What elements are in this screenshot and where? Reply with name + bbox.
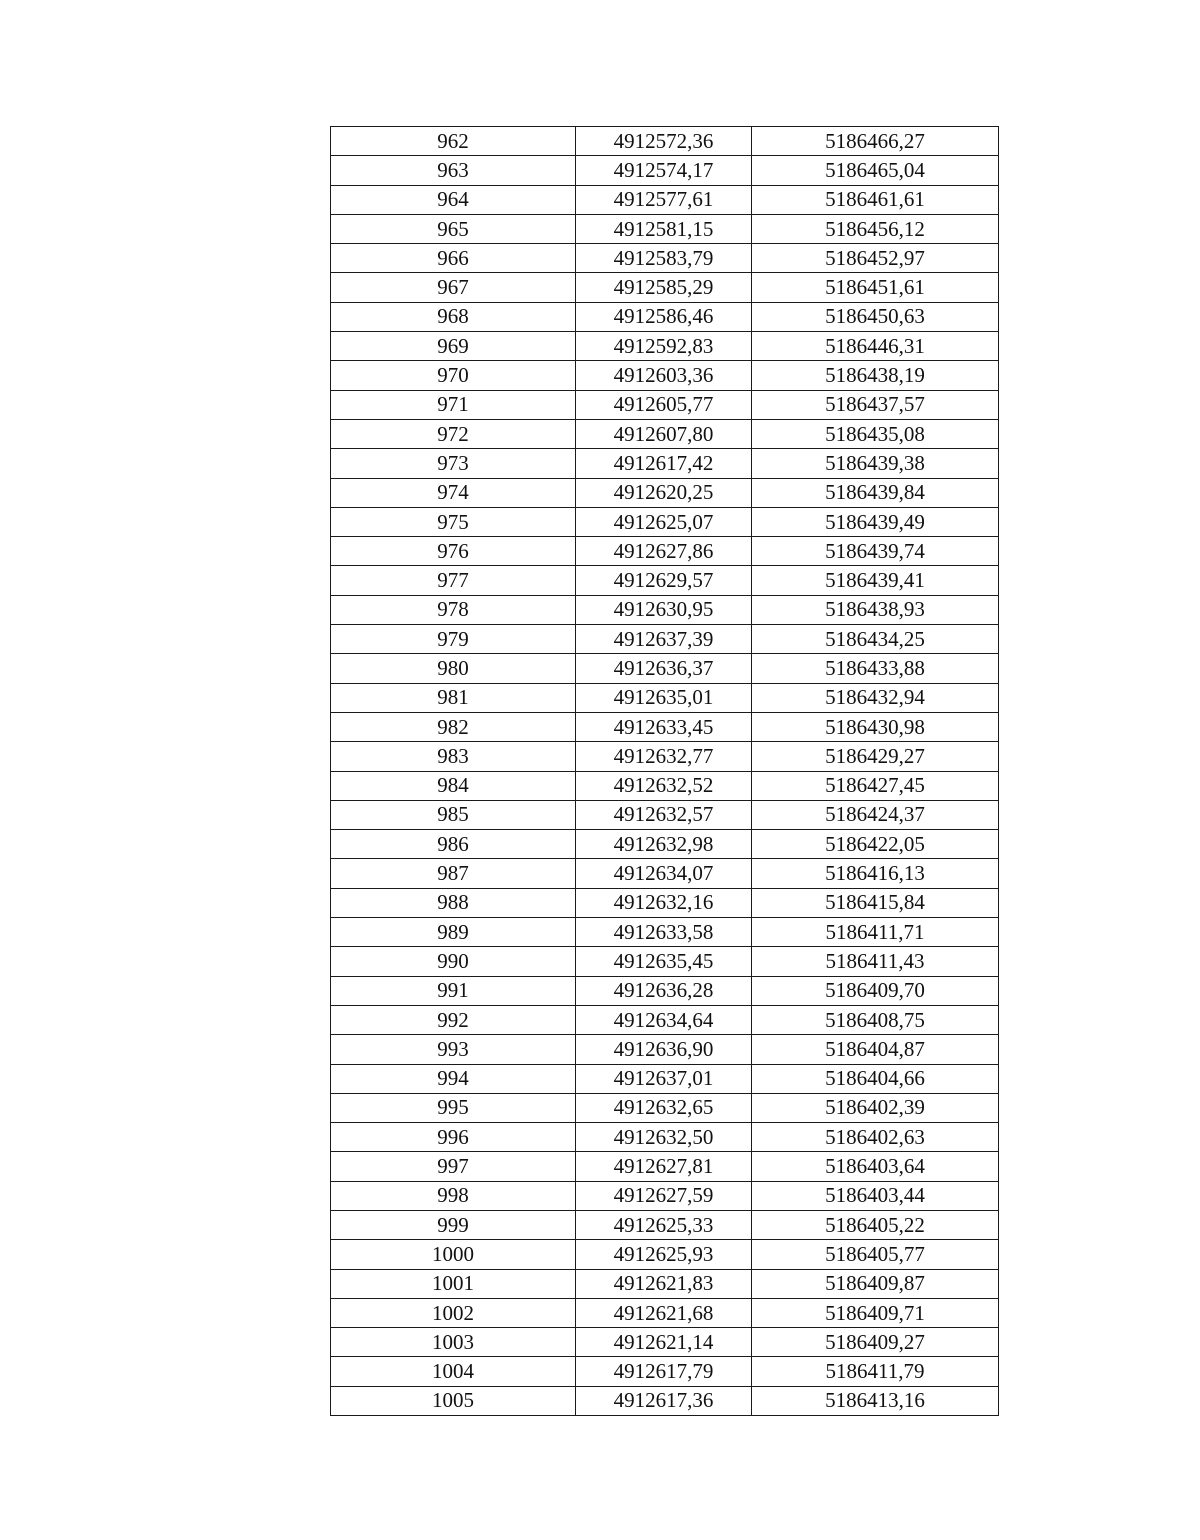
point-number-cell: 964 bbox=[331, 185, 576, 214]
point-number-cell: 970 bbox=[331, 361, 576, 390]
y-coordinate-cell: 5186452,97 bbox=[752, 244, 999, 273]
x-coordinate-cell: 4912637,39 bbox=[576, 625, 752, 654]
point-number-cell: 963 bbox=[331, 156, 576, 185]
x-coordinate-cell: 4912621,83 bbox=[576, 1269, 752, 1298]
table-row bbox=[331, 918, 999, 947]
x-coordinate-cell: 4912574,17 bbox=[576, 156, 752, 185]
table-row bbox=[331, 1123, 999, 1152]
table-row bbox=[331, 478, 999, 507]
table-row bbox=[331, 302, 999, 331]
y-coordinate-cell: 5186438,93 bbox=[752, 595, 999, 624]
point-number-cell: 999 bbox=[331, 1210, 576, 1239]
y-coordinate-cell: 5186415,84 bbox=[752, 888, 999, 917]
table-row bbox=[331, 859, 999, 888]
point-number-cell: 962 bbox=[331, 127, 576, 156]
x-coordinate-cell: 4912617,36 bbox=[576, 1386, 752, 1415]
y-coordinate-cell: 5186433,88 bbox=[752, 654, 999, 683]
y-coordinate-cell: 5186416,13 bbox=[752, 859, 999, 888]
y-coordinate-cell: 5186424,37 bbox=[752, 800, 999, 829]
y-coordinate-cell: 5186461,61 bbox=[752, 185, 999, 214]
point-number-cell: 975 bbox=[331, 507, 576, 536]
point-number-cell: 988 bbox=[331, 888, 576, 917]
point-number-cell: 997 bbox=[331, 1152, 576, 1181]
table-row bbox=[331, 185, 999, 214]
x-coordinate-cell: 4912632,77 bbox=[576, 742, 752, 771]
y-coordinate-cell: 5186403,44 bbox=[752, 1181, 999, 1210]
y-coordinate-cell: 5186465,04 bbox=[752, 156, 999, 185]
y-coordinate-cell: 5186403,64 bbox=[752, 1152, 999, 1181]
table-row bbox=[331, 273, 999, 302]
table-row bbox=[331, 1035, 999, 1064]
table-row bbox=[331, 1064, 999, 1093]
x-coordinate-cell: 4912577,61 bbox=[576, 185, 752, 214]
table-row bbox=[331, 712, 999, 741]
point-number-cell: 990 bbox=[331, 947, 576, 976]
point-number-cell: 1001 bbox=[331, 1269, 576, 1298]
y-coordinate-cell: 5186439,49 bbox=[752, 507, 999, 536]
y-coordinate-cell: 5186409,27 bbox=[752, 1328, 999, 1357]
x-coordinate-cell: 4912636,37 bbox=[576, 654, 752, 683]
x-coordinate-cell: 4912627,81 bbox=[576, 1152, 752, 1181]
point-number-cell: 967 bbox=[331, 273, 576, 302]
y-coordinate-cell: 5186439,84 bbox=[752, 478, 999, 507]
point-number-cell: 971 bbox=[331, 390, 576, 419]
y-coordinate-cell: 5186451,61 bbox=[752, 273, 999, 302]
table-row bbox=[331, 1152, 999, 1181]
table-row bbox=[331, 888, 999, 917]
point-number-cell: 972 bbox=[331, 419, 576, 448]
point-number-cell: 977 bbox=[331, 566, 576, 595]
x-coordinate-cell: 4912636,28 bbox=[576, 976, 752, 1005]
x-coordinate-cell: 4912634,07 bbox=[576, 859, 752, 888]
point-number-cell: 995 bbox=[331, 1093, 576, 1122]
y-coordinate-cell: 5186434,25 bbox=[752, 625, 999, 654]
x-coordinate-cell: 4912632,98 bbox=[576, 830, 752, 859]
x-coordinate-cell: 4912607,80 bbox=[576, 419, 752, 448]
point-number-cell: 1004 bbox=[331, 1357, 576, 1386]
point-number-cell: 987 bbox=[331, 859, 576, 888]
x-coordinate-cell: 4912572,36 bbox=[576, 127, 752, 156]
y-coordinate-cell: 5186429,27 bbox=[752, 742, 999, 771]
x-coordinate-cell: 4912635,45 bbox=[576, 947, 752, 976]
point-number-cell: 976 bbox=[331, 537, 576, 566]
table-row bbox=[331, 566, 999, 595]
table-row bbox=[331, 127, 999, 156]
point-number-cell: 982 bbox=[331, 712, 576, 741]
y-coordinate-cell: 5186450,63 bbox=[752, 302, 999, 331]
table-row bbox=[331, 332, 999, 361]
point-number-cell: 991 bbox=[331, 976, 576, 1005]
x-coordinate-cell: 4912632,52 bbox=[576, 771, 752, 800]
y-coordinate-cell: 5186402,63 bbox=[752, 1123, 999, 1152]
x-coordinate-cell: 4912592,83 bbox=[576, 332, 752, 361]
x-coordinate-cell: 4912633,45 bbox=[576, 712, 752, 741]
table-row bbox=[331, 1181, 999, 1210]
x-coordinate-cell: 4912632,57 bbox=[576, 800, 752, 829]
table-row bbox=[331, 1210, 999, 1239]
table-row bbox=[331, 507, 999, 536]
x-coordinate-cell: 4912621,14 bbox=[576, 1328, 752, 1357]
x-coordinate-cell: 4912581,15 bbox=[576, 214, 752, 243]
point-number-cell: 969 bbox=[331, 332, 576, 361]
x-coordinate-cell: 4912586,46 bbox=[576, 302, 752, 331]
table-row bbox=[331, 1240, 999, 1269]
point-number-cell: 984 bbox=[331, 771, 576, 800]
y-coordinate-cell: 5186411,71 bbox=[752, 918, 999, 947]
point-number-cell: 985 bbox=[331, 800, 576, 829]
point-number-cell: 973 bbox=[331, 449, 576, 478]
y-coordinate-cell: 5186409,70 bbox=[752, 976, 999, 1005]
x-coordinate-cell: 4912632,65 bbox=[576, 1093, 752, 1122]
table-row bbox=[331, 1298, 999, 1327]
table-row bbox=[331, 683, 999, 712]
x-coordinate-cell: 4912627,59 bbox=[576, 1181, 752, 1210]
table-row bbox=[331, 390, 999, 419]
x-coordinate-cell: 4912620,25 bbox=[576, 478, 752, 507]
table-row bbox=[331, 419, 999, 448]
table-row bbox=[331, 800, 999, 829]
y-coordinate-cell: 5186435,08 bbox=[752, 419, 999, 448]
y-coordinate-cell: 5186409,71 bbox=[752, 1298, 999, 1327]
y-coordinate-cell: 5186427,45 bbox=[752, 771, 999, 800]
x-coordinate-cell: 4912630,95 bbox=[576, 595, 752, 624]
y-coordinate-cell: 5186438,19 bbox=[752, 361, 999, 390]
y-coordinate-cell: 5186432,94 bbox=[752, 683, 999, 712]
point-number-cell: 1002 bbox=[331, 1298, 576, 1327]
x-coordinate-cell: 4912621,68 bbox=[576, 1298, 752, 1327]
point-number-cell: 1000 bbox=[331, 1240, 576, 1269]
table-row bbox=[331, 625, 999, 654]
y-coordinate-cell: 5186411,43 bbox=[752, 947, 999, 976]
x-coordinate-cell: 4912625,07 bbox=[576, 507, 752, 536]
x-coordinate-cell: 4912634,64 bbox=[576, 1005, 752, 1034]
point-number-cell: 979 bbox=[331, 625, 576, 654]
table-row bbox=[331, 214, 999, 243]
point-number-cell: 994 bbox=[331, 1064, 576, 1093]
point-number-cell: 965 bbox=[331, 214, 576, 243]
point-number-cell: 1003 bbox=[331, 1328, 576, 1357]
y-coordinate-cell: 5186446,31 bbox=[752, 332, 999, 361]
y-coordinate-cell: 5186439,41 bbox=[752, 566, 999, 595]
x-coordinate-cell: 4912583,79 bbox=[576, 244, 752, 273]
y-coordinate-cell: 5186408,75 bbox=[752, 1005, 999, 1034]
table-row bbox=[331, 742, 999, 771]
coordinates-table-body bbox=[331, 127, 999, 1416]
y-coordinate-cell: 5186466,27 bbox=[752, 127, 999, 156]
x-coordinate-cell: 4912605,77 bbox=[576, 390, 752, 419]
point-number-cell: 993 bbox=[331, 1035, 576, 1064]
x-coordinate-cell: 4912625,93 bbox=[576, 1240, 752, 1269]
table-row bbox=[331, 156, 999, 185]
table-row bbox=[331, 1386, 999, 1415]
y-coordinate-cell: 5186405,77 bbox=[752, 1240, 999, 1269]
coordinates-table bbox=[330, 126, 999, 1416]
x-coordinate-cell: 4912636,90 bbox=[576, 1035, 752, 1064]
point-number-cell: 998 bbox=[331, 1181, 576, 1210]
x-coordinate-cell: 4912629,57 bbox=[576, 566, 752, 595]
point-number-cell: 978 bbox=[331, 595, 576, 624]
x-coordinate-cell: 4912585,29 bbox=[576, 273, 752, 302]
x-coordinate-cell: 4912637,01 bbox=[576, 1064, 752, 1093]
table-row bbox=[331, 1093, 999, 1122]
y-coordinate-cell: 5186439,38 bbox=[752, 449, 999, 478]
y-coordinate-cell: 5186405,22 bbox=[752, 1210, 999, 1239]
point-number-cell: 968 bbox=[331, 302, 576, 331]
table-row bbox=[331, 595, 999, 624]
x-coordinate-cell: 4912635,01 bbox=[576, 683, 752, 712]
y-coordinate-cell: 5186402,39 bbox=[752, 1093, 999, 1122]
table-row bbox=[331, 449, 999, 478]
point-number-cell: 986 bbox=[331, 830, 576, 859]
point-number-cell: 992 bbox=[331, 1005, 576, 1034]
point-number-cell: 989 bbox=[331, 918, 576, 947]
y-coordinate-cell: 5186456,12 bbox=[752, 214, 999, 243]
table-row bbox=[331, 1269, 999, 1298]
table-row bbox=[331, 1005, 999, 1034]
point-number-cell: 974 bbox=[331, 478, 576, 507]
y-coordinate-cell: 5186404,66 bbox=[752, 1064, 999, 1093]
table-row bbox=[331, 537, 999, 566]
table-row bbox=[331, 244, 999, 273]
x-coordinate-cell: 4912603,36 bbox=[576, 361, 752, 390]
y-coordinate-cell: 5186409,87 bbox=[752, 1269, 999, 1298]
y-coordinate-cell: 5186411,79 bbox=[752, 1357, 999, 1386]
table-row bbox=[331, 947, 999, 976]
table-row bbox=[331, 654, 999, 683]
y-coordinate-cell: 5186413,16 bbox=[752, 1386, 999, 1415]
x-coordinate-cell: 4912633,58 bbox=[576, 918, 752, 947]
y-coordinate-cell: 5186422,05 bbox=[752, 830, 999, 859]
y-coordinate-cell: 5186404,87 bbox=[752, 1035, 999, 1064]
x-coordinate-cell: 4912625,33 bbox=[576, 1210, 752, 1239]
point-number-cell: 980 bbox=[331, 654, 576, 683]
table-row bbox=[331, 976, 999, 1005]
table-row bbox=[331, 830, 999, 859]
point-number-cell: 983 bbox=[331, 742, 576, 771]
point-number-cell: 981 bbox=[331, 683, 576, 712]
x-coordinate-cell: 4912632,50 bbox=[576, 1123, 752, 1152]
x-coordinate-cell: 4912632,16 bbox=[576, 888, 752, 917]
point-number-cell: 966 bbox=[331, 244, 576, 273]
y-coordinate-cell: 5186439,74 bbox=[752, 537, 999, 566]
x-coordinate-cell: 4912617,79 bbox=[576, 1357, 752, 1386]
table-row bbox=[331, 771, 999, 800]
table-row bbox=[331, 1357, 999, 1386]
x-coordinate-cell: 4912627,86 bbox=[576, 537, 752, 566]
point-number-cell: 1005 bbox=[331, 1386, 576, 1415]
y-coordinate-cell: 5186437,57 bbox=[752, 390, 999, 419]
y-coordinate-cell: 5186430,98 bbox=[752, 712, 999, 741]
table-row bbox=[331, 1328, 999, 1357]
table-row bbox=[331, 361, 999, 390]
x-coordinate-cell: 4912617,42 bbox=[576, 449, 752, 478]
point-number-cell: 996 bbox=[331, 1123, 576, 1152]
